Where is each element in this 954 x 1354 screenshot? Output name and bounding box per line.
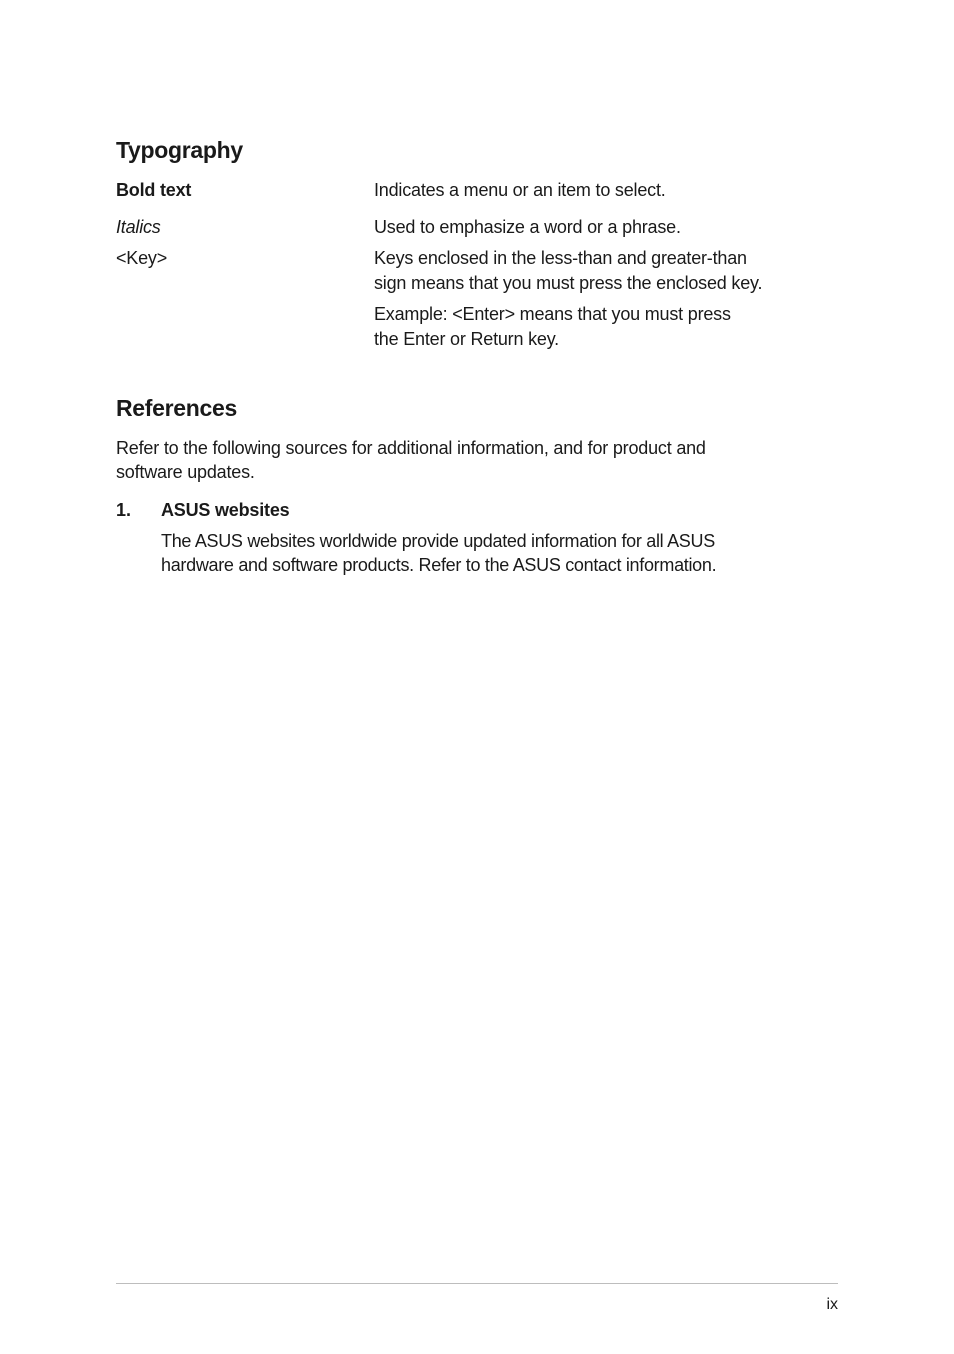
body-line: hardware and software products. Refer to the ASUS contact information. xyxy=(161,555,717,575)
footer-divider xyxy=(116,1283,838,1284)
desc-line: Used to emphasize a word or a phrase. xyxy=(374,217,681,237)
page-number: ix xyxy=(826,1296,838,1313)
references-intro xyxy=(116,436,756,484)
list-item-title: ASUS websites xyxy=(161,500,290,520)
list-item-body xyxy=(161,529,761,577)
term-key: <Key> xyxy=(116,248,168,268)
document-page xyxy=(116,0,838,1354)
term-bold-text: Bold text xyxy=(116,180,192,200)
desc-bold-text xyxy=(374,178,804,203)
desc-line: sign means that you must press the enclosed key. xyxy=(374,273,763,293)
desc-line: Indicates a menu or an item to select. xyxy=(374,180,666,200)
desc-key-example xyxy=(374,302,804,352)
term-italics: Italics xyxy=(116,217,161,237)
desc-key xyxy=(374,246,804,296)
references-heading: References xyxy=(116,395,238,421)
example-line: the Enter or Return key. xyxy=(374,329,559,349)
list-item-number: 1. xyxy=(116,500,132,520)
typography-heading: Typography xyxy=(116,137,243,163)
example-line: Example: <Enter> means that you must press xyxy=(374,304,731,324)
desc-italics xyxy=(374,215,804,240)
intro-line: software updates. xyxy=(116,462,255,482)
desc-line: Keys enclosed in the less-than and greater-than xyxy=(374,248,747,268)
intro-line: Refer to the following sources for additional information, and for product and xyxy=(116,438,706,458)
body-line: The ASUS websites worldwide provide updated information for all ASUS xyxy=(161,531,715,551)
